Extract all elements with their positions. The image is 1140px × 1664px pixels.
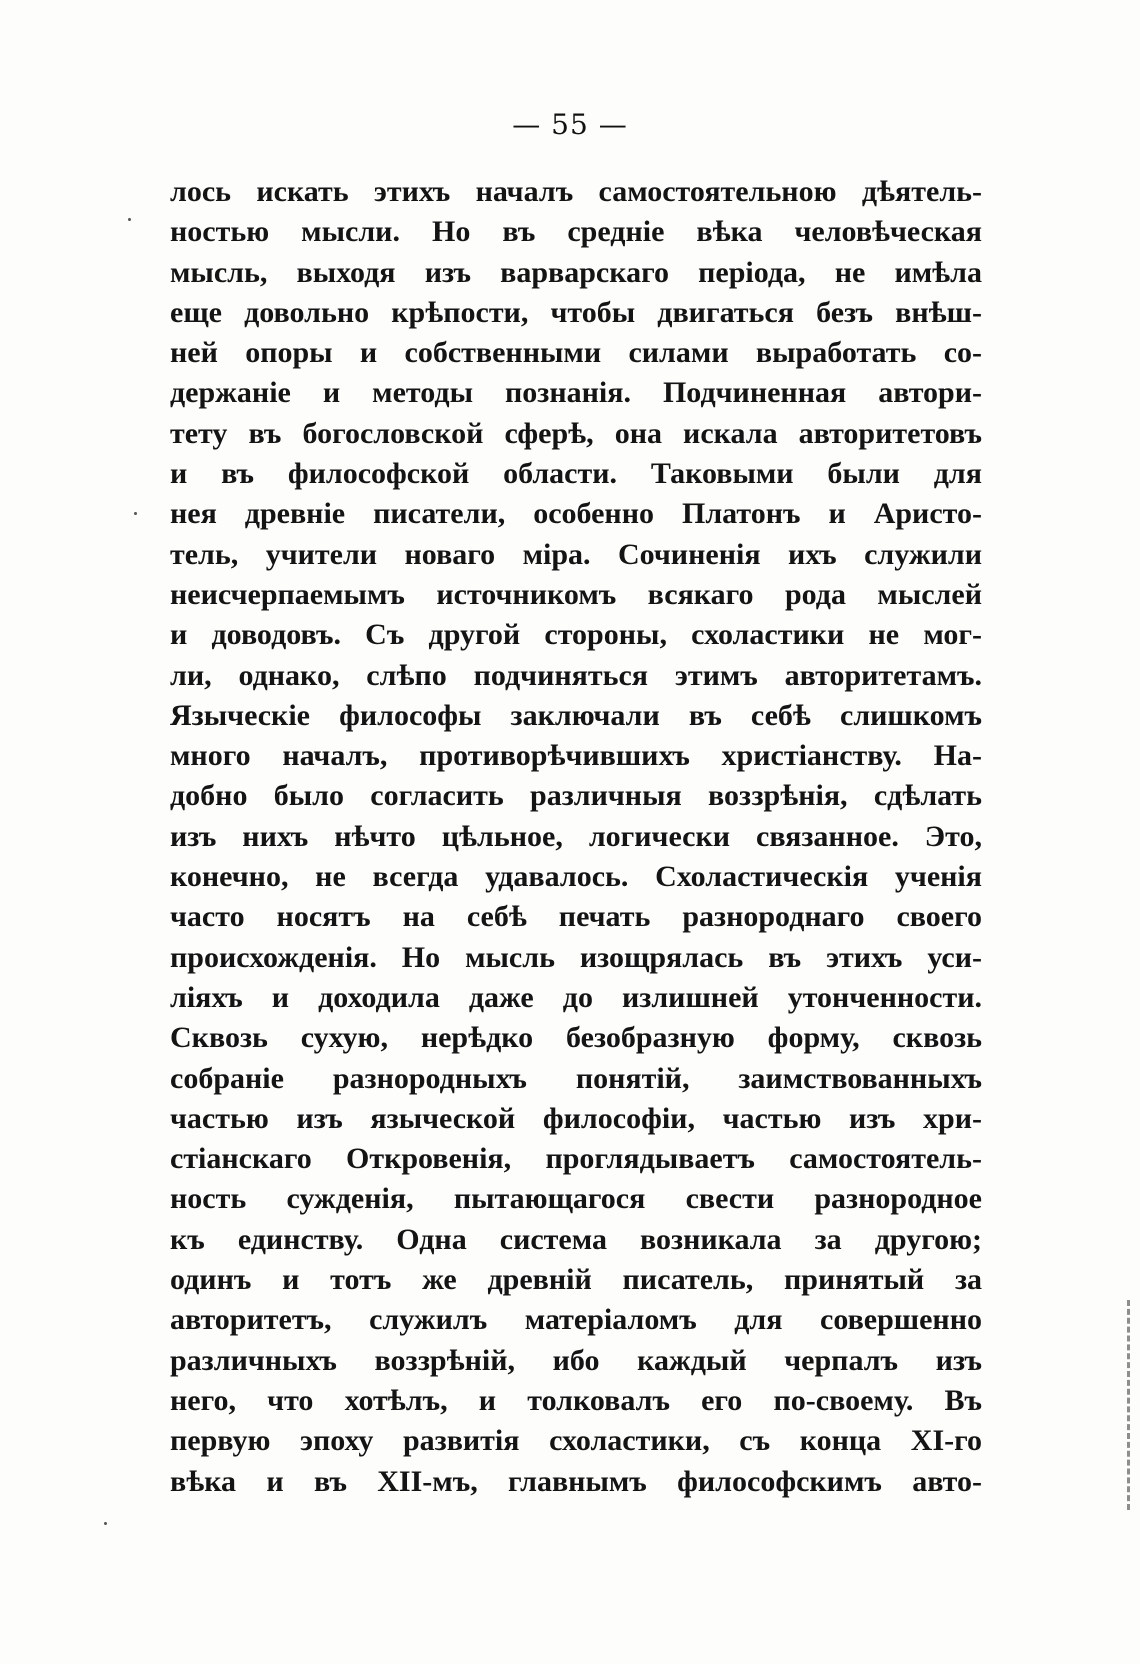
text-line: ней опоры и собственными силами выработать со-	[170, 336, 982, 370]
text-line: ность сужденія, пытающагося свести разнородное	[170, 1182, 982, 1216]
text-line: тету въ богословской сферѣ, она искала авторитетовъ	[170, 416, 982, 450]
text-line: держаніе и методы познанія. Подчиненная автори-	[170, 376, 982, 410]
scan-edge-mark	[1127, 1300, 1134, 1510]
text-line: тель, учители новаго міра. Сочиненія ихъ служили	[170, 537, 982, 571]
text-line: много началъ, противорѣчившихъ христіанству. На-	[170, 739, 982, 773]
text-line: него, что хотѣлъ, и толковалъ его по-своему. Въ	[170, 1383, 982, 1417]
text-line: ліяхъ и доходила даже до излишней утонченности.	[170, 980, 982, 1014]
page-number: — 55 —	[512, 108, 628, 141]
body-text	[170, 172, 982, 1502]
scan-speck	[134, 512, 137, 515]
text-line: собраніе разнородныхъ понятій, заимствованныхъ	[170, 1061, 982, 1095]
text-line: часто носятъ на себѣ печать разнороднаго своего	[170, 900, 982, 934]
text-line: одинъ и тотъ же древній писатель, принятый за	[170, 1263, 982, 1297]
text-line: Языческіе философы заключали въ себѣ слишкомъ	[170, 698, 982, 732]
text-line: лось искать этихъ началъ самостоятельною дѣятель-	[170, 175, 982, 208]
text-line: ностью мысли. Но въ средніе вѣка человѣческая	[170, 215, 982, 249]
scan-speck	[128, 218, 131, 221]
text-line: неисчерпаемымъ источникомъ всякаго рода мыслей	[170, 577, 982, 611]
text-line: первую эпоху развитія схоластики, съ конца XI-го	[170, 1424, 982, 1458]
text-line: происхожденія. Но мысль изощрялась въ этихъ уси-	[170, 940, 982, 974]
text-line: Сквозь сухую, нерѣдко безобразную форму, сквозь	[170, 1021, 982, 1055]
text-line: авторитетъ, служилъ матеріаломъ для совершенно	[170, 1303, 982, 1337]
text-line: еще довольно крѣпости, чтобы двигаться безъ внѣш-	[170, 295, 982, 329]
text-line: добно было согласить различныя воззрѣнія, сдѣлать	[170, 779, 982, 813]
text-line: конечно, не всегда удавалось. Схоластическія ученія	[170, 860, 982, 894]
text-line: различныхъ воззрѣній, ибо каждый черпалъ изъ	[170, 1343, 982, 1377]
text-line: стіанскаго Откровенія, проглядываетъ самостоятель-	[170, 1142, 982, 1176]
text-line: ли, однако, слѣпо подчиняться этимъ авторитетамъ.	[170, 658, 982, 692]
text-line: и въ философской области. Таковыми были для	[170, 457, 982, 491]
text-line: частью изъ языческой философіи, частью изъ хри-	[170, 1101, 982, 1135]
text-line: нея древніе писатели, особенно Платонъ и Аристо-	[170, 497, 982, 531]
text-line: къ единству. Одна система возникала за другою;	[170, 1222, 982, 1256]
scan-speck	[104, 1522, 107, 1525]
text-line: и доводовъ. Съ другой стороны, схоластики не мог-	[170, 618, 982, 652]
text-line: изъ нихъ нѣчто цѣльное, логически связанное. Это,	[170, 819, 982, 853]
text-line: мысль, выходя изъ варварскаго періода, не имѣла	[170, 255, 982, 289]
text-line: вѣка и въ XII-мъ, главнымъ философскимъ авто-	[170, 1464, 982, 1498]
